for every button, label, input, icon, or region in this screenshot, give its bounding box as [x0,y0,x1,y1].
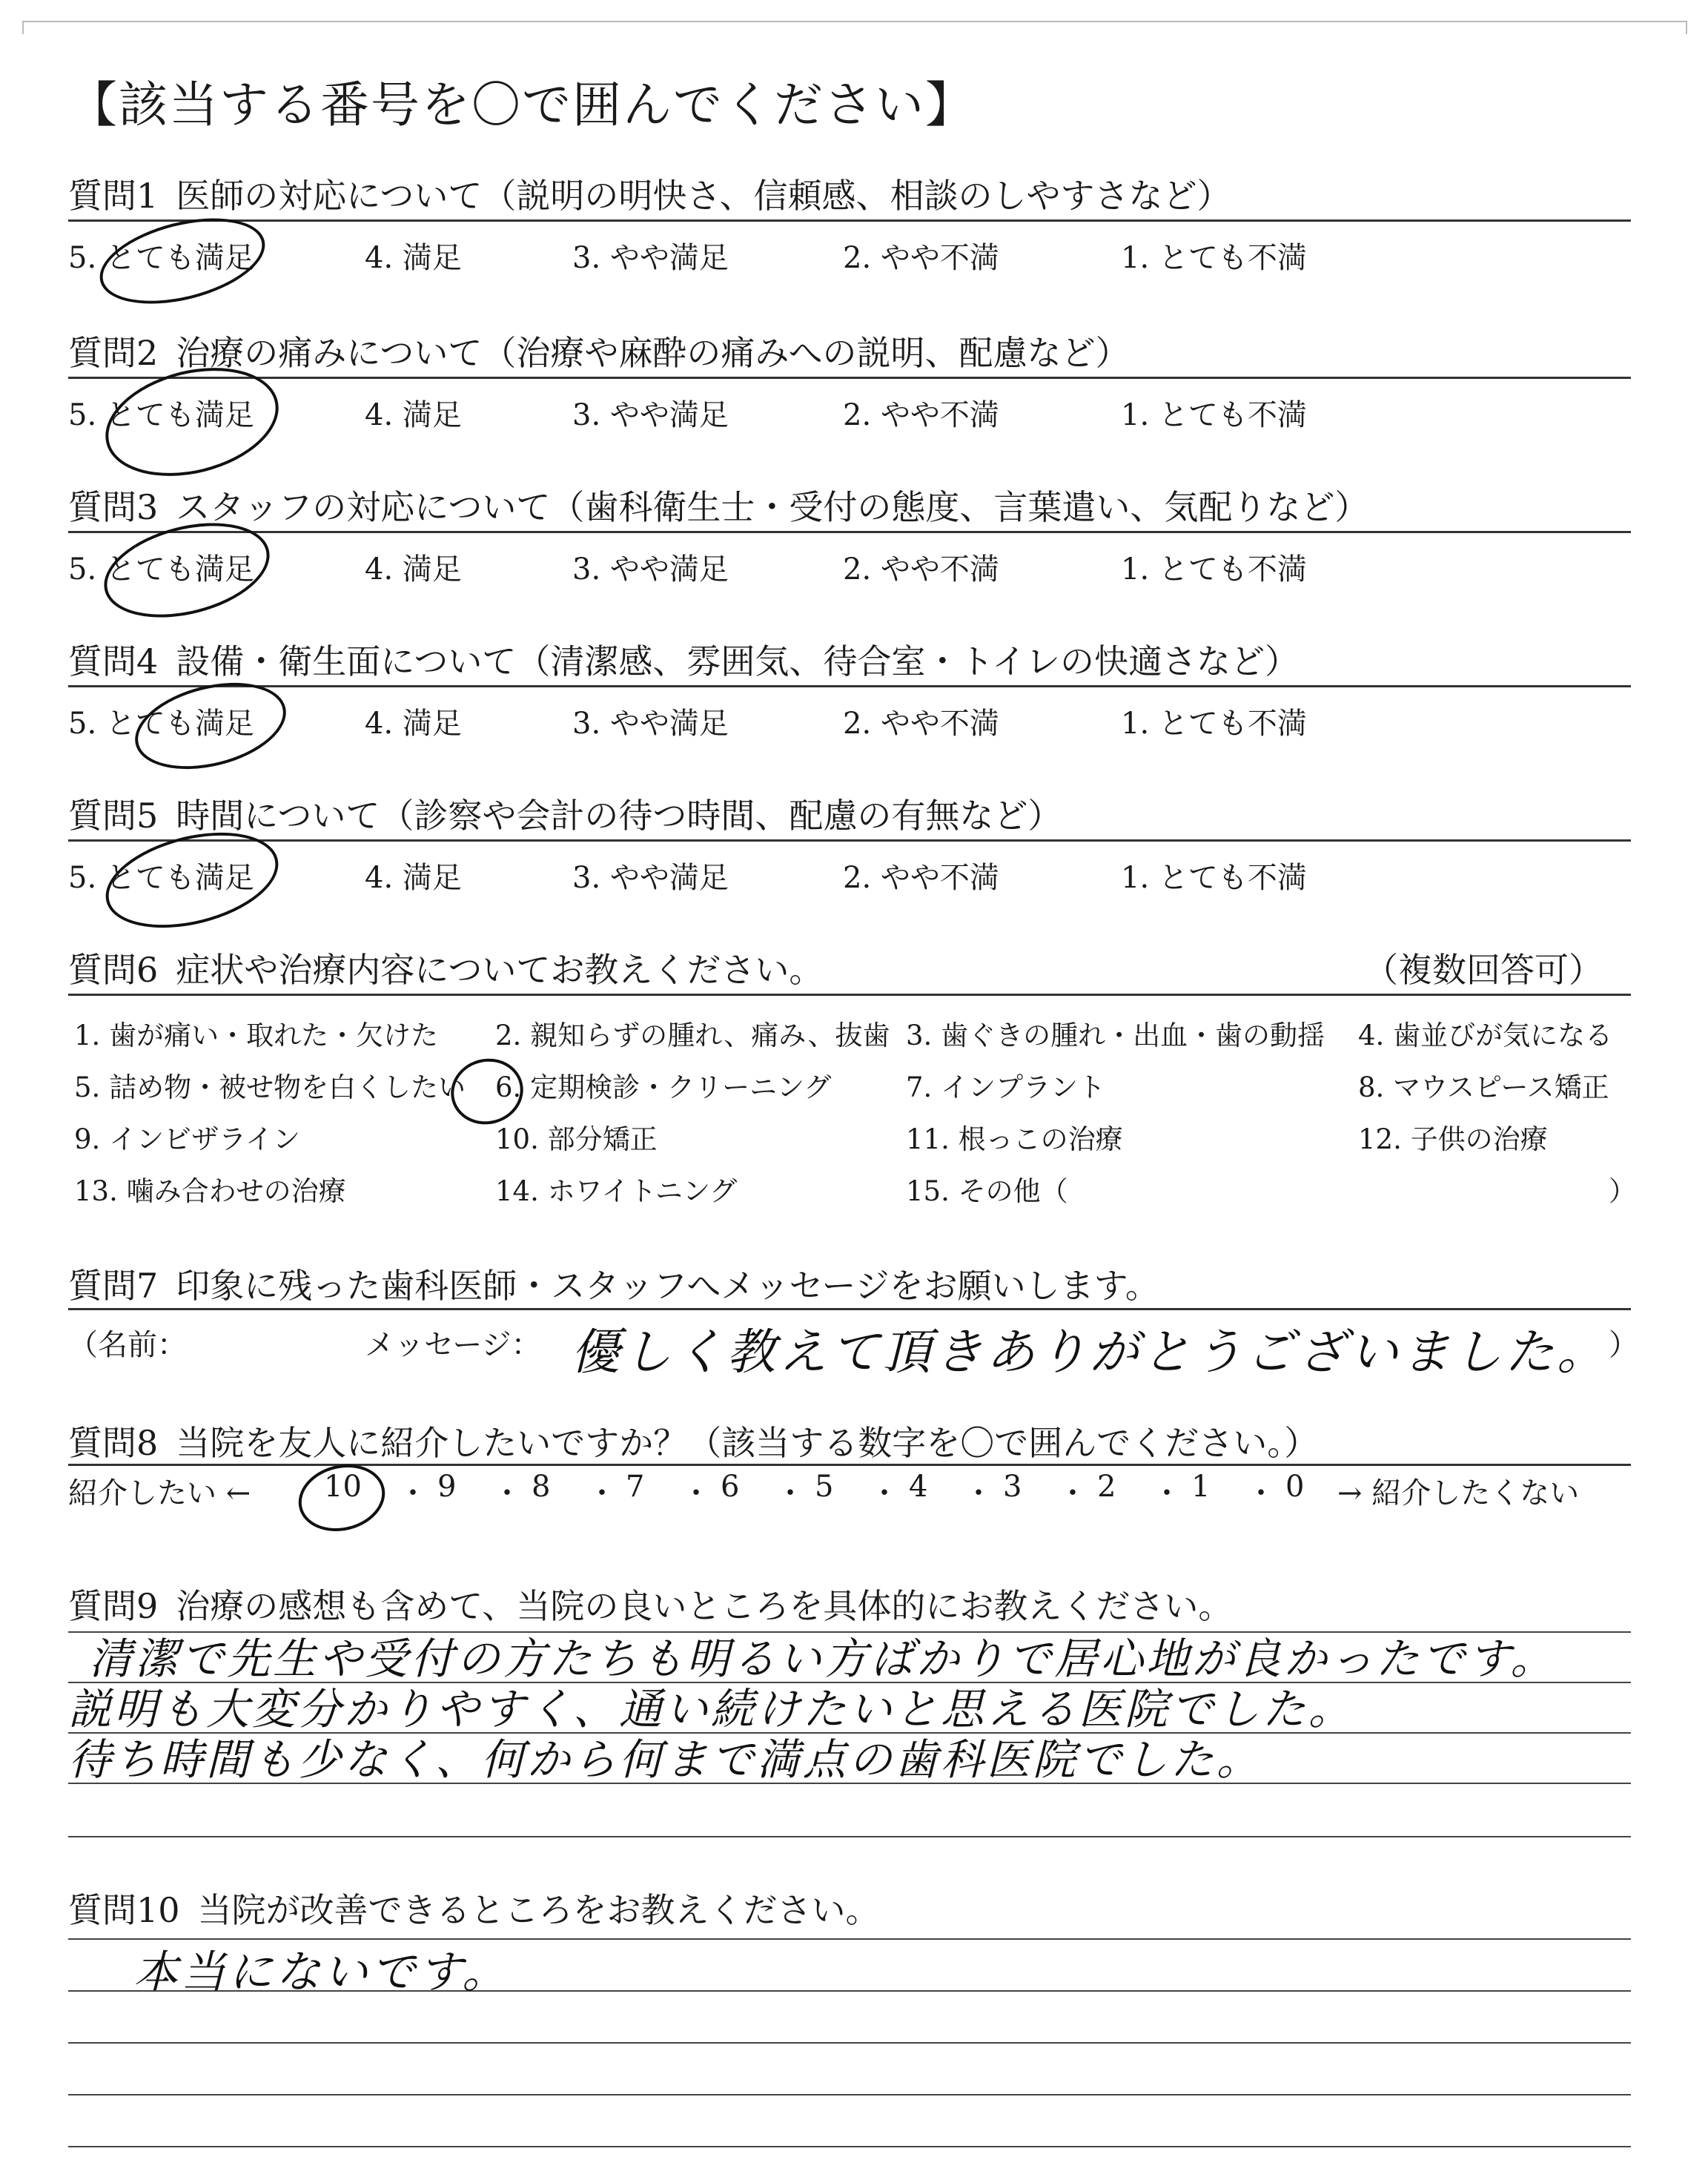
option-14[interactable]: 14. ホワイトニング [495,1175,738,1207]
question-rule [68,994,1631,996]
scale-7[interactable]: 7 [626,1470,645,1504]
option-4[interactable]: 4. 満足 [365,707,462,741]
option-3[interactable]: 3. やや満足 [572,707,729,741]
scale-dot: ・ [775,1476,805,1510]
scale-10[interactable]: 10 [324,1470,362,1504]
question-text: 医師の対応について（説明の明快さ、信頼感、相談のしやすさなど） [176,176,1231,216]
question-text: 印象に残った歯科医師・スタッフへメッセージをお願いします。 [176,1266,1159,1306]
question-number: 質問1 [68,176,159,216]
option-13[interactable]: 13. 噛み合わせの治療 [74,1175,346,1207]
handwritten-answer: 本当にないです。 [133,1946,510,1998]
page-edge-left [22,21,24,34]
question-rule [68,839,1631,842]
question-number: 質問2 [68,333,159,373]
question-10 [68,1883,880,1932]
option-5[interactable]: 5. とても満足 [68,552,254,587]
option-2[interactable]: 2. やや不満 [843,861,999,895]
question-7 [68,1259,1159,1308]
scale-left-label: 紹介したい ← [68,1476,251,1510]
option-2[interactable]: 2. やや不満 [843,552,999,587]
answer-line [68,1836,1631,1837]
message-close-paren: ） [1609,1328,1638,1362]
question-text: 当院が改善できるところをお教えください。 [197,1890,880,1930]
question-1 [68,169,1231,218]
message-label: メッセージ： [365,1328,541,1362]
option-1[interactable]: 1. とても不満 [1121,241,1307,275]
option-12[interactable]: 12. 子供の治療 [1358,1123,1548,1155]
option-2[interactable]: 2. 親知らずの腫れ、痛み、抜歯 [495,1020,890,1051]
answer-line [68,2042,1631,2044]
question-text: 症状や治療内容についてお教えください。 [176,950,824,990]
question-text: スタッフの対応について（歯科衛生士・受付の態度、言葉遣い、気配りなど） [176,487,1369,527]
question-text: 時間について（診察や会計の待つ時間、配慮の有無など） [176,796,1062,836]
option-2[interactable]: 2. やや不満 [843,241,999,275]
scale-dot: ・ [964,1476,993,1510]
handwritten-answer-line: 説明も大変分かりやすく、通い続けたいと思える医院でした。 [68,1684,1354,1734]
question-rule [68,377,1631,379]
scale-dot: ・ [1152,1476,1182,1510]
handwritten-answer-line: 清潔で先生や受付の方たちも明るい方ばかりで居心地が良かったです。 [89,1634,1557,1684]
option-2[interactable]: 2. やや不満 [843,398,999,432]
option-1[interactable]: 1. とても不満 [1121,398,1307,432]
question-rule [68,219,1631,222]
question-rule [68,1464,1631,1466]
question-number: 質問8 [68,1423,159,1463]
question-rule [68,531,1631,533]
question-number: 質問10 [68,1890,180,1930]
question-text: 治療の痛みについて（治療や麻酔の痛みへの説明、配慮など） [176,333,1130,373]
option-5[interactable]: 5. とても満足 [68,861,254,895]
handwritten-message: 優しく教えて頂きありがとうございました。 [571,1324,1609,1381]
question-6 [68,943,823,992]
option-1[interactable]: 1. とても不満 [1121,861,1307,895]
question-text: 当院を友人に紹介したいですか？（該当する数字を〇で囲んでください。） [176,1423,1319,1463]
option-9[interactable]: 9. インビザライン [74,1123,300,1155]
scale-1[interactable]: 1 [1191,1470,1211,1504]
scale-dot: ・ [870,1476,899,1510]
question-number: 質問9 [68,1586,159,1626]
option-3[interactable]: 3. やや満足 [572,241,729,275]
question-number: 質問4 [68,641,159,681]
form-header: 【該当する番号を〇で囲んでください】 [68,76,976,133]
scale-dot: ・ [1058,1476,1088,1510]
option-4[interactable]: 4. 満足 [365,398,462,432]
option-4[interactable]: 4. 満足 [365,861,462,895]
scale-dot: ・ [398,1476,428,1510]
question-5 [68,789,1062,838]
option-11[interactable]: 11. 根っこの治療 [906,1123,1123,1155]
option-8[interactable]: 8. マウスピース矯正 [1358,1071,1609,1103]
option-4[interactable]: 4. 満足 [365,552,462,587]
option-5[interactable]: 5. とても満足 [68,398,254,432]
question-text: 設備・衛生面について（清潔感、雰囲気、待合室・トイレの快適さなど） [176,641,1300,681]
scale-dot: ・ [1246,1476,1276,1510]
option-6[interactable]: 6. 定期検診・クリーニング [495,1071,832,1103]
question-3 [68,480,1368,529]
option-5[interactable]: 5. とても満足 [68,707,254,741]
scale-9[interactable]: 9 [437,1470,457,1504]
scale-4[interactable]: 4 [909,1470,928,1504]
option-3[interactable]: 3. 歯ぐきの腫れ・出血・歯の動揺 [906,1020,1325,1051]
question-number: 質問3 [68,487,159,527]
scale-dot: ・ [681,1476,711,1510]
question-8 [68,1416,1318,1465]
option-4[interactable]: 4. 満足 [365,241,462,275]
option-1[interactable]: 1. 歯が痛い・取れた・欠けた [74,1020,439,1051]
scale-dot: ・ [587,1476,617,1510]
question-rule [68,685,1631,687]
scale-right-label: → 紹介したくない [1337,1476,1580,1510]
option-4[interactable]: 4. 歯並びが気になる [1358,1020,1613,1051]
page-edge-right [1686,21,1687,34]
multiple-answer-note: （複数回答可） [1364,950,1603,990]
question-text: 治療の感想も含めて、当院の良いところを具体的にお教えください。 [176,1586,1233,1626]
handwritten-answer-line: 待ち時間も少なく、何から何まで満点の歯科医院でした。 [68,1734,1262,1785]
scale-2[interactable]: 2 [1097,1470,1116,1504]
selection-circle [291,1456,392,1540]
option-5[interactable]: 5. 詰め物・被せ物を白くしたい [74,1071,466,1103]
other-close-paren: ） [1609,1175,1636,1207]
name-label: （名前： [68,1328,187,1362]
option-2[interactable]: 2. やや不満 [843,707,999,741]
scale-dot: ・ [492,1476,522,1510]
question-number: 質問7 [68,1266,159,1306]
option-3[interactable]: 3. やや満足 [572,398,729,432]
option-1[interactable]: 1. とても不満 [1121,707,1307,741]
scale-5[interactable]: 5 [815,1470,834,1504]
option-5[interactable]: 5. とても満足 [68,241,254,275]
scale-6[interactable]: 6 [721,1470,740,1504]
answer-line [68,2146,1631,2147]
scale-3[interactable]: 3 [1003,1470,1022,1504]
answer-line [68,2094,1631,2095]
page-edge [22,21,1686,22]
question-9 [68,1579,1232,1628]
option-15[interactable]: 15. その他（ [906,1175,1068,1207]
option-7[interactable]: 7. インプラント [906,1071,1106,1103]
question-rule [68,1308,1631,1310]
option-10[interactable]: 10. 部分矯正 [495,1123,658,1155]
question-number: 質問5 [68,796,159,836]
question-number: 質問6 [68,950,159,990]
question-4 [68,635,1299,684]
option-3[interactable]: 3. やや満足 [572,861,729,895]
option-1[interactable]: 1. とても不満 [1121,552,1307,587]
scale-0[interactable]: 0 [1285,1470,1305,1504]
option-3[interactable]: 3. やや満足 [572,552,729,587]
scale-8[interactable]: 8 [532,1470,551,1504]
